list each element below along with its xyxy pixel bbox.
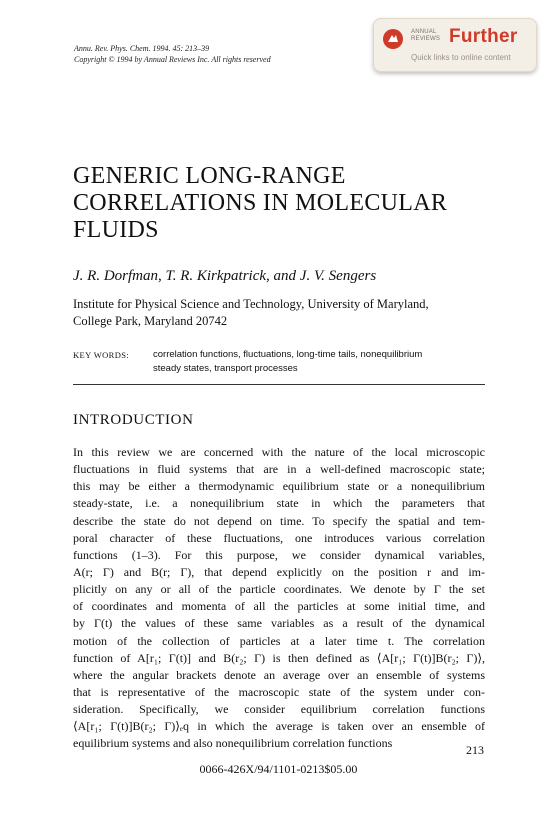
article-title [73, 163, 513, 244]
further-links-badge[interactable] [373, 18, 537, 72]
keywords-line: steady states, transport processes [153, 363, 298, 374]
body-line: poral character of these fluctuations, one introduces various correlation [73, 530, 485, 545]
copyright-notice: Copyright © 1994 by Annual Reviews Inc. All rights reserved [74, 55, 271, 64]
body-paragraph [73, 444, 485, 753]
body-line: ⟨A[r₁; Γ(t)]B(r₂; Γ)⟩ₑq in which the average is taken over an ensemble of [73, 719, 485, 734]
badge-publisher-name [411, 29, 440, 43]
body-line: functions (1–3). For this purpose, we consider dynamical variables, [73, 547, 485, 562]
section-heading: INTRODUCTION [73, 412, 194, 428]
title-line: CORRELATIONS IN MOLECULAR [73, 190, 448, 216]
author-list: J. R. Dorfman, T. R. Kirkpatrick, and J. V. Sengers [73, 268, 377, 284]
body-line: equilibrium systems and also nonequilibrium correlation functions [73, 736, 393, 751]
keywords-line: correlation functions, fluctuations, long-time tails, nonequilibrium [153, 349, 423, 360]
annual-reviews-logo-icon [383, 29, 403, 49]
section-divider [73, 384, 485, 385]
page-number: 213 [466, 743, 484, 757]
keywords-label: KEY WORDS: [73, 350, 130, 360]
body-line: this may be either a thermodynamic equilibrium state or a nonequilibrium [73, 479, 485, 494]
journal-reference [74, 43, 271, 65]
title-line: FLUIDS [73, 217, 159, 243]
keywords-list [153, 348, 493, 376]
body-line: of coordinates and momenta of all the particles at some initial time, and [73, 599, 485, 614]
body-line: A(r; Γ) and B(r; Γ), that depend explicitly on the position r and im- [73, 564, 485, 579]
article-code: 0066-426X/94/1101-0213$05.00 [199, 762, 358, 776]
body-line: In this review we are concerned with the nature of the local microscopic [73, 445, 485, 459]
badge-subtitle: Quick links to online content [411, 53, 511, 62]
body-line: describe the state do not depend on time. To specify the spatial and tem- [73, 513, 485, 528]
body-line: fluctuations in fluid systems that are in a well-defined macroscopic state; [73, 462, 485, 477]
body-line: by Γ(t) the values of these same variables as a result of the dynamical [73, 616, 485, 631]
title-line: GENERIC LONG-RANGE [73, 163, 346, 189]
body-line: that is representative of the macroscopic state of the system under con- [73, 684, 485, 699]
badge-further-label[interactable]: Further [449, 26, 518, 47]
body-line: where the angular brackets denote an average over an ensemble of systems [73, 667, 485, 682]
body-line: steady-state, i.e. a nonequilibrium state in which the parameters that [73, 496, 485, 511]
body-line: function of A[r₁; Γ(t)] and B(r₂; Γ) is then defined as ⟨A[r₁; Γ(t)]B(r₂; Γ)⟩, [73, 650, 485, 665]
affiliation-line: Institute for Physical Science and Technology, University of Maryland, [73, 297, 429, 311]
body-line: sideration. Specifically, we consider equilibrium correlation functions [73, 702, 485, 717]
badge-small-line2: REVIEWS [411, 36, 441, 42]
badge-small-line1: ANNUAL [411, 29, 437, 35]
body-line: plicitly on any or all of the particle coordinates. We denote by Γ the set [73, 582, 485, 597]
journal-citation: Annu. Rev. Phys. Chem. 1994. 45: 213–39 [74, 44, 210, 53]
body-line: motion of the collection of particles at a later time t. The correlation [73, 633, 485, 648]
affiliation-line: College Park, Maryland 20742 [73, 314, 228, 328]
author-affiliation [73, 296, 429, 330]
